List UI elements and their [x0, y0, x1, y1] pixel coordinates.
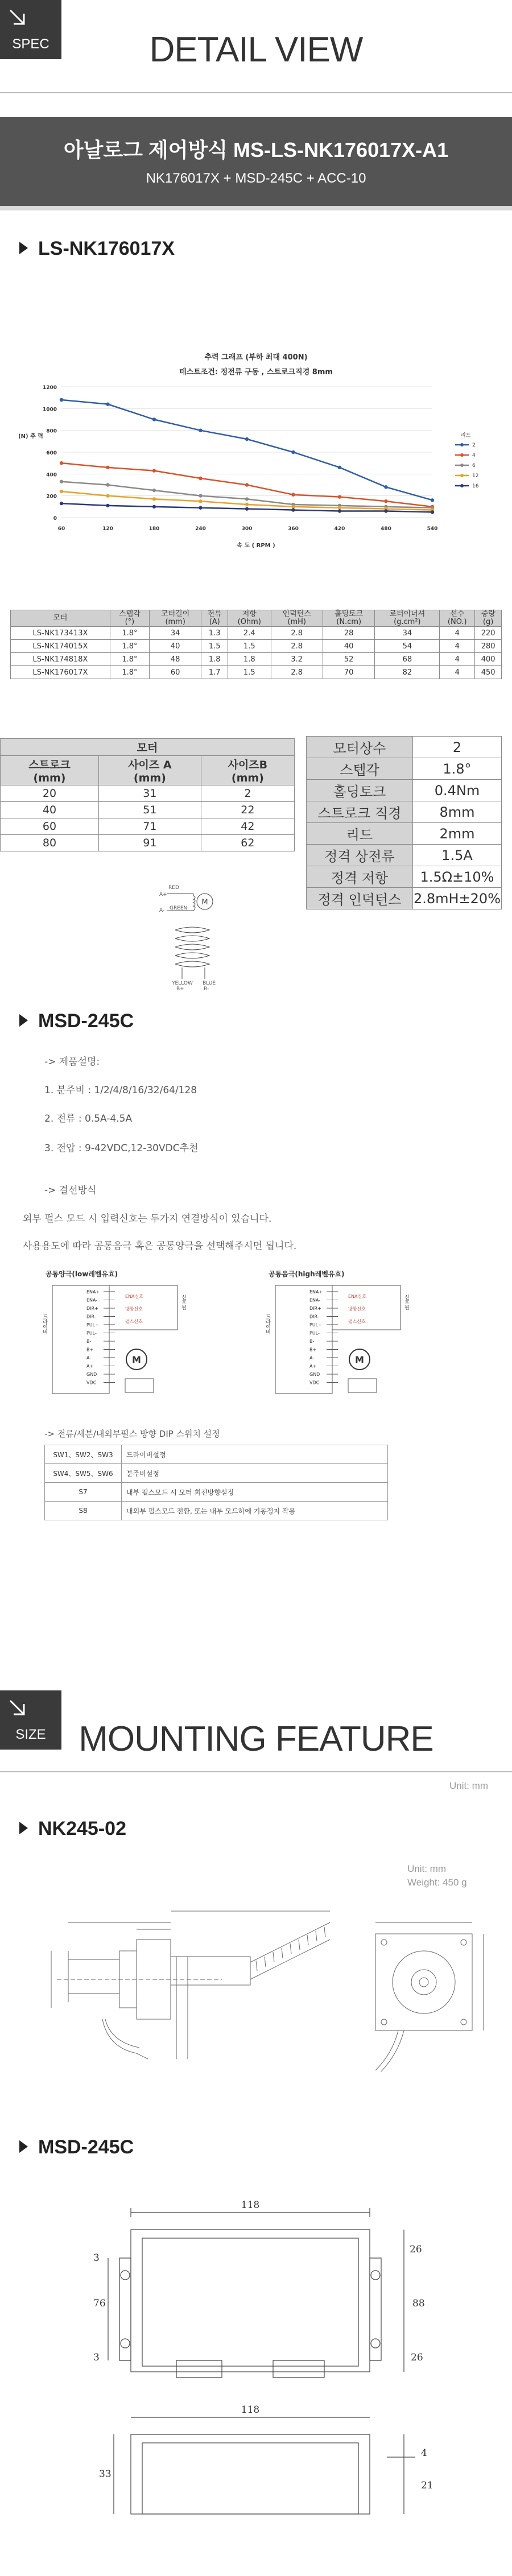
svg-text:M: M	[201, 898, 208, 907]
section-heading-nk245: NK245-02	[19, 1818, 126, 1840]
chart-x-tick: 120	[102, 526, 113, 532]
signal-label: ENA신호	[348, 1294, 366, 1299]
legend-marker	[460, 453, 464, 457]
table-row	[11, 640, 502, 653]
chart-x-tick: 360	[288, 526, 299, 532]
chart-x-tick: 180	[148, 526, 160, 532]
stroke-table	[0, 738, 295, 851]
chart-point	[199, 499, 202, 503]
table-cell: 2.8	[271, 627, 323, 640]
dip-switch: SW4、SW5、SW6	[45, 1464, 122, 1483]
spec-row	[307, 888, 502, 909]
table-row	[11, 666, 502, 679]
table-cell: 4	[440, 666, 475, 679]
thrust-chart	[18, 347, 489, 552]
dim-76: 76	[93, 2298, 106, 2309]
nk-weight: Weight: 450 g	[407, 1877, 467, 1888]
table-cell: 3.2	[271, 653, 323, 666]
table-cell: 22	[201, 802, 294, 818]
dim-width: 118	[241, 2404, 260, 2416]
table-cell: LS-NK174818X	[11, 653, 110, 666]
arrow-icon	[7, 1697, 30, 1720]
chart-point	[384, 509, 387, 512]
wire-a-minus-label: A-	[159, 908, 165, 913]
chart-point	[106, 483, 109, 486]
table-header: 모터	[11, 610, 110, 627]
spec-title: -> 제품설명:	[44, 1056, 100, 1068]
dim-88: 88	[412, 2298, 425, 2309]
spec-label: 정격 상전류	[307, 845, 413, 866]
legend-marker	[460, 443, 464, 446]
section-heading-msd-mount: MSD-245C	[19, 2136, 134, 2159]
table-cell: 80	[1, 835, 99, 851]
table-row	[11, 627, 502, 640]
chart-point	[152, 505, 156, 508]
section-heading-msd: MSD-245C	[19, 1010, 134, 1032]
nk245-drawing	[34, 1888, 489, 2082]
pin-label: DIR-	[309, 1314, 319, 1320]
chart-y-tick: 200	[46, 494, 57, 500]
spec-value: 2mm	[412, 823, 501, 845]
chart-x-tick: 540	[427, 526, 438, 532]
table-cell: 1.5	[201, 640, 228, 653]
spec-row	[307, 737, 502, 758]
wire-red-label: RED	[168, 885, 179, 891]
table-cell: 31	[99, 785, 201, 802]
chart-point	[199, 506, 202, 510]
table-cell: 1.8	[201, 653, 228, 666]
chart-point	[291, 450, 295, 454]
pin-label: PUL-	[309, 1330, 320, 1336]
pin-label: DIR-	[86, 1314, 96, 1320]
arrow-icon	[7, 7, 30, 30]
dip-row	[45, 1502, 388, 1520]
table-cell: 40	[323, 640, 374, 653]
product-title: 아날로그 제어방식 MS-LS-NK176017X-A1	[63, 138, 449, 162]
spec-value: 1.5Ω±10%	[412, 866, 501, 888]
table-cell: 54	[375, 640, 440, 653]
table-header: 로터이너셔 (g.cm²)	[375, 610, 440, 627]
chart-point	[338, 506, 341, 510]
table-cell: 34	[149, 627, 201, 640]
legend-label: 12	[472, 473, 479, 479]
legend-title: 리드	[461, 433, 471, 439]
wiring-title: -> 결선방식	[44, 1185, 97, 1196]
chart-x-tick: 420	[334, 526, 345, 532]
table-cell: 4	[440, 653, 475, 666]
table-cell: 1.3	[201, 627, 228, 640]
spec-row	[307, 801, 502, 823]
spec-value: 2.8mH±20%	[412, 888, 501, 909]
table-cell: 220	[475, 627, 502, 640]
spec-label: 리드	[307, 823, 413, 845]
driver-label: 드라이버	[42, 1314, 47, 1334]
chart-point	[106, 402, 109, 406]
pin-label: VDC	[86, 1380, 97, 1386]
signal-label: 펄스신호	[125, 1319, 143, 1324]
chart-x-label: 속 도 ( RPM )	[237, 543, 275, 549]
power-supply-box	[125, 1379, 154, 1392]
signal-source-label: 신호원	[180, 1295, 186, 1310]
spec-value: 8mm	[412, 801, 501, 823]
driver-label: 드라이버	[265, 1314, 270, 1334]
pin-label: B-	[86, 1339, 92, 1344]
chart-point	[106, 466, 109, 469]
motor-spec-summary	[306, 736, 502, 909]
chart-y-tick: 1200	[42, 385, 57, 391]
pin-label: GND	[86, 1372, 97, 1377]
svg-text:B-: B-	[204, 986, 209, 992]
mounting-title: MOUNTING FEATURE	[79, 1719, 433, 1759]
product-banner	[0, 117, 512, 206]
dip-function: 내부 펄스모드 시 모터 회전방향설정	[122, 1483, 388, 1502]
chart-point	[245, 437, 249, 441]
legend-label: 6	[472, 463, 476, 469]
table-cell: 1.8	[228, 653, 271, 666]
pin-label: DIR+	[309, 1306, 321, 1311]
triangle-icon	[19, 2140, 28, 2153]
triangle-icon	[19, 242, 28, 254]
chart-point	[60, 398, 63, 402]
chart-point	[338, 509, 341, 512]
table-header: 스트로크 (mm)	[1, 756, 99, 785]
table-header: 홀딩토크 (N.cm)	[323, 610, 374, 627]
dip-function: 내외부 펄스모드 전환, 또는 내부 모드하에 기동정지 작용	[122, 1502, 388, 1520]
spec-item: 2. 전류 : 0.5A-4.5A	[44, 1113, 133, 1124]
legend-marker	[460, 474, 464, 477]
chart-y-tick: 600	[46, 450, 57, 456]
table-header: 전류 (A)	[201, 610, 228, 627]
table-cell: 1.8°	[110, 640, 149, 653]
table-cell: 1.8°	[110, 653, 149, 666]
stroke-table-title: 모터	[1, 739, 295, 756]
spec-value: 1.5A	[412, 845, 501, 866]
spec-value: 2	[412, 737, 501, 758]
pin-label: B+	[86, 1347, 94, 1353]
dip-row	[45, 1483, 388, 1502]
chart-point	[106, 504, 109, 507]
table-cell: 51	[99, 802, 201, 818]
pin-label: PUL+	[86, 1322, 99, 1328]
motor-spec-table	[10, 610, 502, 679]
table-cell: 2.8	[271, 640, 323, 653]
chart-point	[384, 485, 387, 489]
divider	[0, 1771, 512, 1772]
wiring-text: 사용용도에 따라 공통음극 혹은 공통양극을 선택해주시면 됩니다.	[23, 1241, 297, 1252]
table-header: 모터길이 (mm)	[149, 610, 201, 627]
wire-yellow-label: YELLOW	[172, 981, 193, 986]
table-row	[1, 802, 295, 818]
spec-row	[307, 845, 502, 866]
pin-label: B-	[309, 1339, 315, 1344]
table-cell: LS-NK176017X	[11, 666, 110, 679]
dip-switch-table	[44, 1445, 388, 1520]
signal-label: 방향신호	[125, 1306, 143, 1312]
table-header: 사이즈 A (mm)	[99, 756, 201, 785]
chart-point	[338, 495, 341, 498]
pin-label: DIR+	[86, 1306, 98, 1311]
signal-label: 방향신호	[348, 1306, 366, 1312]
spec-value: 0.4Nm	[412, 780, 501, 801]
triangle-icon	[19, 1014, 28, 1027]
pin-label: ENA-	[309, 1297, 321, 1303]
spec-label: 홀딩토크	[307, 780, 413, 801]
dim-3: 3	[93, 2352, 100, 2363]
dim-26: 26	[410, 2244, 422, 2255]
table-header: 사이즈B (mm)	[201, 756, 294, 785]
pin-label: PUL-	[86, 1330, 97, 1336]
pin-label: A-	[86, 1355, 92, 1361]
table-cell: LS-NK174015X	[11, 640, 110, 653]
table-header: 저항 (Ohm)	[228, 610, 271, 627]
chart-point	[245, 497, 249, 501]
chart-point	[245, 503, 249, 506]
chart-point	[199, 428, 202, 432]
motor-symbol-label: M	[132, 1354, 141, 1365]
table-cell: 71	[99, 818, 201, 835]
section-heading-ls: LS-NK176017X	[19, 238, 175, 260]
chart-x-tick: 480	[381, 526, 391, 532]
chart-y-tick: 0	[53, 516, 57, 522]
chart-point	[431, 510, 434, 514]
coil-symbol	[175, 927, 209, 967]
chart-point	[199, 494, 202, 497]
table-row	[1, 785, 295, 802]
table-cell: 62	[201, 835, 294, 851]
table-cell: 48	[149, 653, 201, 666]
pin-label: VDC	[309, 1380, 320, 1386]
chart-title: 추력 그래프 (부하 최대 400N)	[204, 353, 308, 362]
table-cell: 82	[375, 666, 440, 679]
chart-point	[245, 507, 249, 510]
diagram-title: 공통음극(high레벨유효)	[269, 1270, 345, 1278]
table-cell: 28	[323, 627, 374, 640]
signal-box	[332, 1285, 400, 1330]
dim-width: 118	[241, 2199, 260, 2211]
signal-label: 펄스신호	[348, 1319, 366, 1324]
spec-label: 정격 인덕턴스	[307, 888, 413, 909]
table-cell: 20	[1, 785, 99, 802]
table-header: 스텝각 (°)	[110, 610, 149, 627]
table-row	[1, 835, 295, 851]
power-supply-box	[348, 1379, 377, 1392]
table-cell: 40	[149, 640, 201, 653]
pin-label: ENA+	[86, 1289, 100, 1295]
table-cell: 40	[1, 802, 99, 818]
chart-y-tick: 1000	[42, 407, 57, 413]
dip-title: -> 전류/세분/내외부펄스 방향 DIP 스위치 설정	[44, 1429, 220, 1439]
spec-item: 3. 전압 : 9-42VDC,12-30VDC추천	[44, 1143, 199, 1154]
chart-point	[291, 508, 295, 511]
signal-box	[109, 1285, 177, 1330]
pin-label: ENA+	[309, 1289, 323, 1295]
driver-wiring-diagrams	[40, 1268, 472, 1399]
legend-label: 2	[472, 443, 476, 448]
spec-row	[307, 866, 502, 888]
pin-label: GND	[309, 1372, 320, 1377]
chart-x-tick: 240	[195, 526, 206, 532]
table-cell: 91	[99, 835, 201, 851]
table-cell: 34	[375, 627, 440, 640]
pin-label: A+	[86, 1363, 94, 1369]
spec-item: 1. 분주비 : 1/2/4/8/16/32/64/128	[44, 1085, 197, 1096]
table-cell: 400	[475, 653, 502, 666]
spec-label: 스텝각	[307, 758, 413, 780]
legend-marker	[460, 484, 464, 487]
driver-box	[52, 1285, 109, 1394]
chart-point	[384, 499, 387, 503]
chart-point	[60, 502, 63, 505]
diagram-title: 공통양극(low레벨유효)	[46, 1270, 118, 1278]
spec-value: 1.8°	[412, 758, 501, 780]
pin-label: B+	[309, 1347, 317, 1353]
table-header: 인덕턴스 (mH)	[271, 610, 323, 627]
dim-4: 4	[421, 2447, 427, 2459]
dip-switch: SW1、SW2、SW3	[45, 1445, 122, 1464]
pin-label: ENA-	[86, 1297, 98, 1303]
table-cell: 2	[201, 785, 294, 802]
chart-x-tick: 300	[241, 526, 253, 532]
dip-function: 드라이버설정	[122, 1445, 388, 1464]
dip-switch: S7	[45, 1483, 122, 1502]
table-cell: 1.5	[228, 666, 271, 679]
chart-point	[245, 483, 249, 486]
table-cell: 1.5	[228, 640, 271, 653]
wiring-diagram	[148, 879, 273, 993]
svg-text:B+: B+	[176, 986, 184, 992]
spec-row	[307, 758, 502, 780]
table-cell: 2.4	[228, 627, 271, 640]
pin-label: A-	[309, 1355, 315, 1361]
table-cell: 1.8°	[110, 627, 149, 640]
chart-point	[60, 490, 63, 493]
chart-point	[199, 477, 202, 480]
pin-label: A+	[309, 1363, 317, 1369]
pin-label: PUL+	[309, 1322, 322, 1328]
chart-point	[431, 498, 434, 502]
wire-blue-label: BLUE	[203, 981, 216, 986]
table-cell: 42	[201, 818, 294, 835]
triangle-icon	[19, 1822, 28, 1834]
spec-tag-label: SPEC	[12, 36, 49, 52]
detail-view-title: DETAIL VIEW	[149, 30, 363, 69]
table-cell: 280	[475, 640, 502, 653]
spec-row	[307, 780, 502, 801]
table-cell: LS-NK173413X	[11, 627, 110, 640]
chart-y-tick: 800	[46, 428, 57, 435]
table-cell: 4	[440, 640, 475, 653]
legend-marker	[460, 464, 464, 467]
legend-label: 4	[472, 453, 476, 458]
spec-label: 모터상수	[307, 737, 413, 758]
table-header: 선수 (NO.)	[440, 610, 475, 627]
dip-row	[45, 1445, 388, 1464]
chart-point	[152, 489, 156, 492]
chart-point	[291, 505, 295, 508]
unit-label: Unit: mm	[449, 1780, 488, 1791]
chart-point	[338, 466, 341, 469]
chart-point	[152, 469, 156, 472]
table-row	[1, 818, 295, 835]
chart-point	[291, 493, 295, 497]
chart-subtitle: 테스트조건: 정전류 구동 , 스트로크직경 8mm	[179, 368, 333, 377]
spec-row	[307, 823, 502, 845]
signal-source-label: 신호원	[403, 1295, 409, 1310]
table-cell: 1.8°	[110, 666, 149, 679]
table-cell: 2.8	[271, 666, 323, 679]
table-header: 중량 (g)	[475, 610, 502, 627]
table-cell: 60	[149, 666, 201, 679]
size-tag-label: SIZE	[15, 1727, 46, 1742]
chart-y-tick: 400	[46, 472, 57, 478]
nk-unit: Unit: mm	[407, 1863, 446, 1874]
table-row	[11, 653, 502, 666]
table-cell: 4	[440, 627, 475, 640]
wiring-text: 외부 펄스 모드 시 입력신호는 두가지 연결방식이 있습니다.	[23, 1213, 272, 1225]
divider	[0, 92, 512, 93]
chart-point	[106, 494, 109, 497]
dip-switch: S8	[45, 1502, 122, 1520]
msd245-drawing	[85, 2190, 449, 2554]
spec-label: 정격 저항	[307, 866, 413, 888]
signal-label: ENA신호	[125, 1294, 143, 1299]
chart-y-label: (N) 추 력	[18, 433, 43, 440]
chart-point	[152, 417, 156, 421]
spec-label: 스트로크 직경	[307, 801, 413, 823]
dim-21: 21	[421, 2480, 433, 2491]
chart-point	[152, 497, 156, 501]
table-cell: 70	[323, 666, 374, 679]
motor-symbol-label: M	[355, 1354, 364, 1365]
table-cell: 60	[1, 818, 99, 835]
chart-point	[60, 461, 63, 465]
product-subtitle: NK176017X + MSD-245C + ACC-10	[146, 171, 366, 186]
dip-row	[45, 1464, 388, 1483]
table-cell: 68	[375, 653, 440, 666]
wire-green-label: GREEN	[170, 905, 188, 911]
wire-a-plus-label: A+	[159, 892, 167, 898]
chart-point	[60, 480, 63, 483]
table-cell: 52	[323, 653, 374, 666]
table-cell: 1.7	[201, 666, 228, 679]
dim-3: 3	[93, 2252, 100, 2264]
banner-shadow	[0, 206, 512, 210]
table-cell: 450	[475, 666, 502, 679]
chart-x-tick: 60	[57, 526, 65, 532]
legend-label: 16	[472, 483, 479, 489]
driver-box	[275, 1285, 332, 1394]
dim-33: 33	[99, 2469, 112, 2480]
dip-function: 분주비설정	[122, 1464, 388, 1483]
dim-26: 26	[411, 2352, 423, 2363]
